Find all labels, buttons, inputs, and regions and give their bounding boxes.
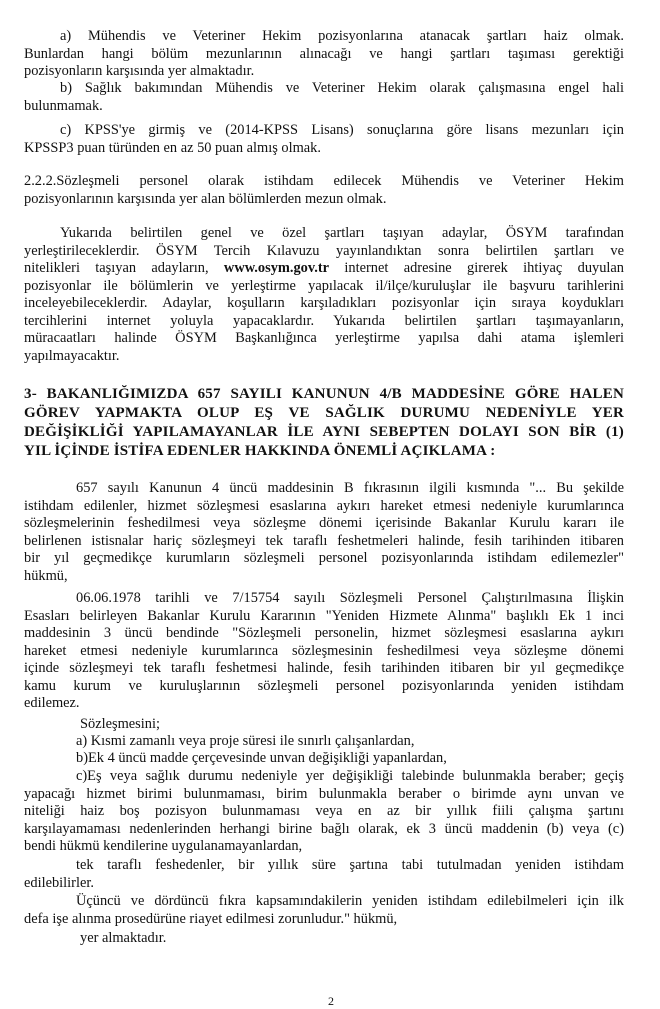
contract-intro-line: Sözleşmesini; [80, 716, 160, 732]
law-657-line: bir yıl geçmedikçe kurumların sözleşmeli personel pozisyonlarında istihdam edilemezler" [24, 550, 624, 566]
list-b [24, 750, 624, 768]
section-2-2-2-line: 2.2.2.Sözleşmeli personel olarak istihdam edilecek Mühendis ve Veteriner Hekim [24, 173, 624, 189]
osym-website-link[interactable]: www.osym.gov.tr [223, 260, 330, 276]
decree-line: maddesinin 3 üncü bendinde "Sözleşmeli personelin, hizmet sözleşmesi esaslarına aykırı [24, 625, 624, 641]
law-657-line: istihdam edilenler, hizmet sözleşmesi esaslarına aykırı hareket etmesi nedeniyle kurumlarınca [24, 497, 624, 514]
termination-paragraph [24, 857, 624, 892]
condition-c-line: c) KPSS'ye girmiş ve (2014-KPSS Lisans) sonuçlarına göre lisans mezunları için [60, 122, 624, 138]
termination-line: tek taraflı feshedenler, bir yıllık süre şartına tabi tutulmadan yeniden istihdam [76, 857, 624, 873]
placement-text: nitelikleri taşıyan adayların, [24, 260, 224, 276]
placement-text: internet adresine girerek ihtiyaç duyulan [329, 260, 624, 276]
decree-line: kamu kurum ve kuruluşlarının sözleşmeli personel pozisyonlarında yeniden istihdam [24, 677, 624, 694]
section-2-2-2 [24, 173, 624, 208]
condition-a-line: a) Mühendis ve Veteriner Hekim pozisyonlarına atanacak şartları haiz olmak. [60, 28, 624, 44]
condition-c [24, 122, 624, 157]
law-657-line: hükmü, [24, 567, 68, 584]
placement-line: yapılmayacaktır. [24, 347, 120, 364]
placement-line-with-link [24, 260, 624, 278]
decree-line: içinde sözleşmeyi tek taraflı feshetmesi halinde, fesih tarihinden itibaren bir yıl geçmedikçe [24, 660, 624, 676]
list-c [24, 768, 624, 856]
law-657-line: 657 sayılı Kanunun 4 üncü maddesinin B fıkrasının ilgili kısmında "... Bu şekilde [76, 480, 624, 496]
condition-a-line: Bunlardan hangi bölüm mezunlarının alınacağı ve hangi şartları taşıması gerektiği [24, 45, 624, 62]
placement-line: Yukarıda belirtilen genel ve özel şartları taşıyan adaylar, ÖSYM tarafından [60, 225, 624, 241]
list-c-line: bendi hükmü kendilerine uygulanamayanlardan, [24, 838, 303, 854]
condition-c-line: KPSSP3 puan türünden en az 50 puan almış olmak. [24, 139, 321, 156]
closing-paragraph [24, 930, 624, 948]
heading-line: 3- BAKANLIĞIMIZDA 657 SAYILI KANUNUN 4/B MADDESİNE GÖRE HALEN [24, 386, 624, 402]
law-657-line: belirlenen istisnalar hariç sözleşmeyi tek taraflı feshetmeleri halinde, fesih tarihinden itibaren [24, 532, 624, 549]
section-3-heading [24, 385, 624, 461]
decree-line: Esasları belirleyen Bakanlar Kurulu Kararının "Yeniden Hizmete Alınma" başlıklı Ek 1 inci [24, 607, 624, 624]
third-fourth-line: defa işe alınma prosedürüne riayet edilmesi zorunludur." hükmü, [24, 910, 398, 927]
decree-1978-paragraph [24, 590, 624, 713]
decree-line: 06.06.1978 tarihli ve 7/15754 sayılı Sözleşmeli Personel Çalıştırılmasına İlişkin [76, 590, 624, 606]
heading-line: GÖREV YAPMAKTA OLUP EŞ VE SAĞLIK DURUMU NEDENİYLE YER [24, 405, 624, 421]
list-c-line: karşılayamaması nedenlerinden herhangi birine bağlı olarak, ek 3 üncü maddenin (b) veya (c) [24, 820, 624, 837]
placement-paragraph [24, 225, 624, 365]
decree-line: edilemez. [24, 695, 80, 711]
placement-line: inceleyebileceklerdir. Adaylar, koşulların karşıladıkları pozisyonlar için sıraya koydukları [24, 295, 624, 311]
condition-a-line: pozisyonların karşısında yer almaktadır. [24, 63, 255, 79]
law-657-paragraph [24, 480, 624, 585]
heading-line: YIL İÇİNDE İSTİFA EDENLER HAKKINDA ÖNEMLİ AÇIKLAMA : [24, 443, 496, 459]
law-657-line: sözleşmelerinin feshedilmesi veya sözleşme dönemi içerisinde Bakanlar Kurulu kararı ile [24, 515, 624, 531]
closing-line: yer almaktadır. [80, 930, 167, 946]
condition-a [24, 28, 624, 81]
decree-line: hareket etmesi nedeniyle kurumlarınca sözleşmesinin feshedilmesi veya sözleşme dönemi [24, 642, 624, 659]
condition-b-line: bulunmamak. [24, 97, 103, 114]
placement-line: pozisyonlar ile bölümlerin ve yerleştirme yapılacak il/ilçe/kuruluşlar ile başvuru tarihlerini [24, 277, 624, 294]
page-number: 2 [328, 994, 334, 1008]
termination-line: edilebilirler. [24, 874, 94, 891]
list-a [24, 733, 624, 751]
placement-line: müracaatları halinde ÖSYM Başkanlığınca yerleştirme yapılsa dahi atama işlemleri [24, 330, 624, 346]
third-fourth-paragraph [24, 893, 624, 928]
list-b-line: b)Ek 4 üncü madde çerçevesinde unvan değişikliği yapanlardan, [76, 750, 447, 766]
list-c-line: niteliği haiz boş pozisyon bulunmaması veya en az bir yıllık fiili çalışma şartını [24, 803, 624, 819]
third-fourth-line: Üçüncü ve dördüncü fıkra kapsamındakilerin yeniden istihdam edilebilmeleri için ilk [76, 893, 624, 909]
list-a-line: a) Kısmi zamanlı veya proje süresi ile sınırlı çalışanlardan, [76, 733, 415, 749]
section-2-2-2-line: pozisyonlarının karşısında yer alan bölümlerden mezun olmak. [24, 190, 387, 207]
heading-line: DEĞİŞİKLİĞİ YAPILAMAYANLAR İLE AYNI SEBEPTEN DOLAYI SON BİR (1) [24, 424, 624, 440]
list-c-line: yapacağı hizmet birimi bulunmaması, birim bulunmakla beraber o birimde aynı unvan ve [24, 785, 624, 802]
contract-intro [24, 716, 624, 734]
condition-b [24, 80, 624, 115]
placement-line: yerleştirileceklerdir. ÖSYM Tercih Kılavuzu yayınlandıktan sonra belirtilen şartları ve [24, 242, 624, 259]
condition-b-line: b) Sağlık bakımından Mühendis ve Veteriner Hekim olarak çalışmasına engel hali [60, 80, 624, 96]
list-c-line: c)Eş veya sağlık durumu nedeniyle yer değişikliği talebinde bulunmakla beraber; geçiş [76, 768, 624, 784]
placement-line: tercihlerini internet yoluyla yapacaklardır. Yukarıda belirtilen şartları taşımayanların, [24, 312, 624, 329]
